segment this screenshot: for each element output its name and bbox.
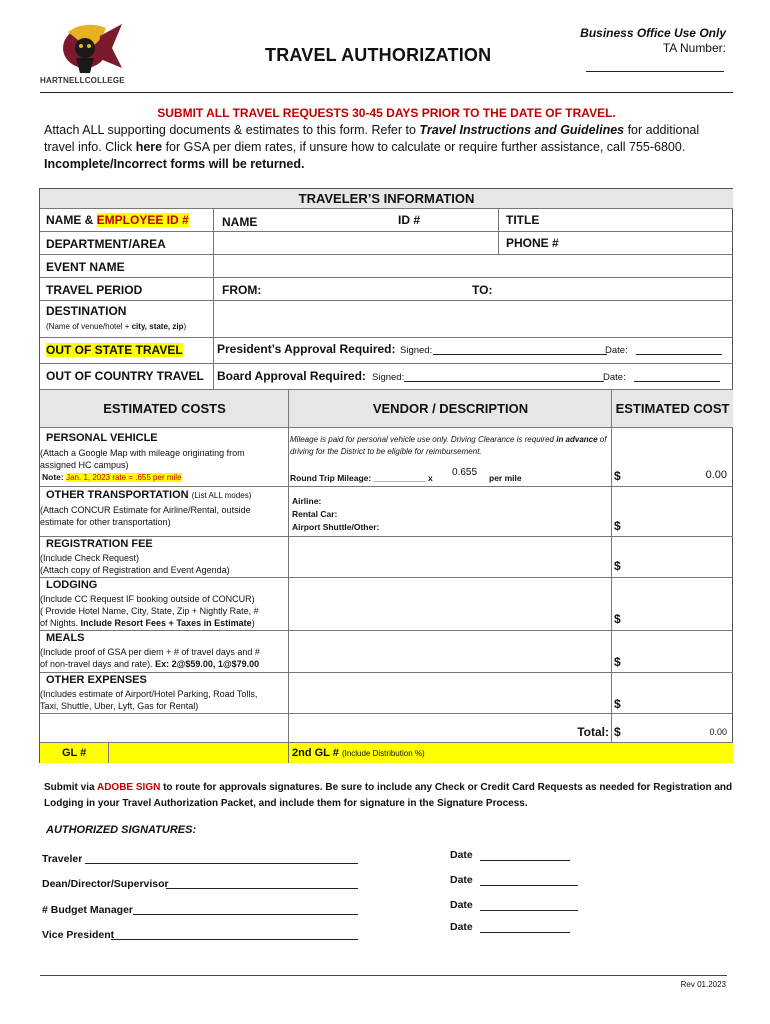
- total-cost-cell: $ 0.00: [612, 714, 733, 743]
- guidelines-link[interactable]: Travel Instructions and Guidelines: [419, 123, 625, 137]
- mileage-rate-value: 0.655: [452, 467, 478, 478]
- traveler-signature-label: Traveler: [42, 853, 83, 865]
- period-label-cell: TRAVEL PERIOD: [40, 278, 214, 301]
- other-expenses-cost[interactable]: $: [612, 673, 733, 714]
- other-transport-cost[interactable]: $: [612, 487, 733, 537]
- event-label-cell: EVENT NAME: [40, 255, 214, 278]
- name-label-cell: NAME & EMPLOYEE ID #: [40, 209, 214, 232]
- traveler-signature-field[interactable]: [85, 852, 358, 864]
- board-date-field[interactable]: [634, 371, 720, 382]
- lodging-description[interactable]: [289, 578, 612, 631]
- revision-label: Rev 01.2023: [680, 980, 726, 989]
- header-divider: [40, 92, 733, 93]
- dean-signature-label: Dean/Director/Supervisor: [42, 878, 169, 890]
- gsa-here-link[interactable]: here: [135, 140, 163, 154]
- personal-vehicle-amount: 0.00: [705, 469, 727, 481]
- budget-manager-signature-label: # Budget Manager: [42, 904, 134, 916]
- dean-signature-field[interactable]: [166, 877, 358, 889]
- department-label-cell: DEPARTMENT/AREA: [40, 232, 214, 255]
- meals-description[interactable]: [289, 631, 612, 673]
- meals-label: MEALS (Include proof of GSA per diem + # of travel days and # of non-travel days and rate). Ex: 2@$59.00, 1@$79.00: [40, 631, 289, 673]
- lodging-cost[interactable]: $: [612, 578, 733, 631]
- meals-cost[interactable]: $: [612, 631, 733, 673]
- other-expenses-label: OTHER EXPENSES (Includes estimate of Airport/Hotel Parking, Road Tolls, Taxi, Shuttle, Uber, Lyft, Gas for Rental): [40, 673, 289, 714]
- traveler-date-label: Date: [450, 849, 473, 861]
- submit-notice: SUBMIT ALL TRAVEL REQUESTS 30-45 DAYS PRIOR TO THE DATE OF TRAVEL.: [157, 106, 616, 120]
- budget-manager-signature-field[interactable]: [133, 903, 358, 915]
- authorized-signatures-heading: AUTHORIZED SIGNATURES:: [46, 824, 197, 836]
- traveler-info-header: TRAVELER’S INFORMATION: [40, 189, 733, 209]
- dean-date-field[interactable]: [480, 874, 578, 886]
- budget-manager-date-field[interactable]: [480, 899, 578, 911]
- ta-number-label: TA Number:: [662, 41, 726, 55]
- estimated-costs-header: ESTIMATED COSTS: [40, 390, 289, 428]
- vp-date-label: Date: [450, 921, 473, 933]
- travel-period-field[interactable]: FROM: TO:: [214, 278, 733, 301]
- president-approval-row: President’s Approval Required: Signed: Date:: [214, 338, 733, 364]
- destination-field[interactable]: [214, 301, 733, 338]
- other-transport-description[interactable]: Airline: Rental Car: Airport Shuttle/Other:: [289, 487, 612, 537]
- total-label-cell: Total:: [289, 714, 612, 743]
- office-use-label: Business Office Use Only: [580, 26, 726, 40]
- dean-date-label: Date: [450, 874, 473, 886]
- registration-description[interactable]: [289, 537, 612, 578]
- travel-form-table: [39, 188, 733, 763]
- phone-field[interactable]: PHONE #: [499, 232, 733, 255]
- board-approval-row: Board Approval Required: Signed: Date:: [214, 364, 733, 390]
- registration-label: REGISTRATION FEE (Include Check Request) (Attach copy of Registration and Event Agenda): [40, 537, 289, 578]
- total-amount: 0.00: [709, 727, 727, 737]
- personal-vehicle-label: PERSONAL VEHICLE (Attach a Google Map with mileage originating from assigned HC campus) Note: Jan. 1, 2023 rate = .655 per mile: [40, 428, 289, 487]
- president-date-field[interactable]: [636, 344, 722, 355]
- document-title: TRAVEL AUTHORIZATION: [265, 45, 492, 65]
- gl-field[interactable]: [109, 743, 289, 763]
- out-of-state-label-cell: OUT OF STATE TRAVEL: [40, 338, 214, 364]
- submit-instructions: Submit via ADOBE SIGN to route for approvals signatures. Be sure to include any Check or Credit Card Requests as needed for Registration and Lodging in your Travel Authorization Packet, and include them for signature in the Signature Process.: [44, 782, 733, 809]
- total-blank-left: [40, 714, 289, 743]
- board-signature-field[interactable]: [404, 371, 604, 382]
- out-of-country-label-cell: OUT OF COUNTRY TRAVEL: [40, 364, 214, 390]
- logo-text: HARTNELLCOLLEGE: [40, 76, 125, 85]
- budget-manager-date-label: Date: [450, 899, 473, 911]
- president-signature-field[interactable]: [433, 344, 607, 355]
- intro-text: Attach ALL supporting documents & estimates to this form. Refer to Travel Instructions and Guidelines for additional travel info. Click here for GSA per diem rates, if unsure how to calculate or require further assistance, call 755-6800. Incomplete/Incorrect forms will be returned.: [44, 123, 700, 171]
- office-use-block: [580, 26, 726, 56]
- registration-cost[interactable]: $: [612, 537, 733, 578]
- personal-vehicle-description[interactable]: Mileage is paid for personal vehicle use only. Driving Clearance is required in advance of driving for the District to be eligible for reimbursement. Round Trip Mileage: ___________ x 0.655 per mile: [289, 428, 612, 487]
- name-field[interactable]: NAME ID #: [214, 209, 499, 232]
- other-transport-label: OTHER TRANSPORTATION (List ALL modes) (Attach CONCUR Estimate for Airline/Rental, outside estimate for other transportation): [40, 487, 289, 537]
- vp-signature-label: Vice President: [42, 929, 115, 941]
- adobe-sign-text: ADOBE SIGN: [96, 782, 161, 793]
- title-field[interactable]: TITLE: [499, 209, 733, 232]
- lodging-label: LODGING (Include CC Request IF booking outside of CONCUR) ( Provide Hotel Name, City, State, Zip + Nightly Rate, # of Nights. Include Resort Fees + Taxes in Estimate): [40, 578, 289, 631]
- other-expenses-description[interactable]: [289, 673, 612, 714]
- vp-signature-field[interactable]: [111, 928, 358, 940]
- department-field[interactable]: [214, 232, 499, 255]
- destination-label-cell: DESTINATION (Name of venue/hotel + city, state, zip): [40, 301, 214, 338]
- gl2-field[interactable]: 2nd GL # (Include Distribution %): [289, 743, 733, 763]
- vp-date-field[interactable]: [480, 921, 570, 933]
- personal-vehicle-cost[interactable]: $ 0.00: [612, 428, 733, 487]
- estimated-cost-header: ESTIMATED COST: [612, 390, 733, 428]
- traveler-date-field[interactable]: [480, 849, 570, 861]
- ta-number-field[interactable]: [586, 71, 724, 72]
- vendor-description-header: VENDOR / DESCRIPTION: [289, 390, 612, 428]
- footer-divider: [40, 975, 727, 976]
- gl-label-cell: GL #: [40, 743, 109, 763]
- event-name-field[interactable]: [214, 255, 733, 278]
